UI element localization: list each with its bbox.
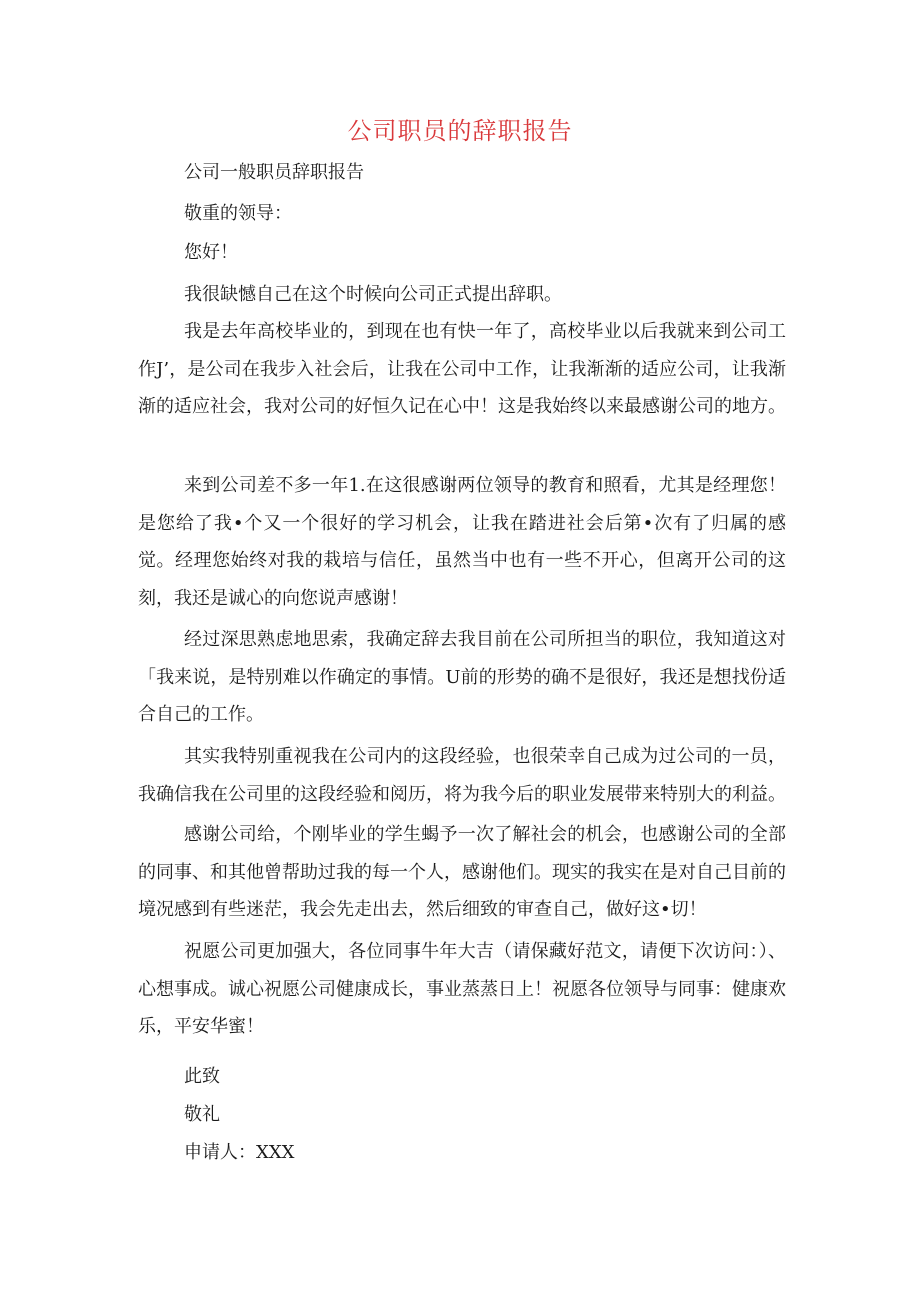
paragraph-2: 我是去年高校毕业的，到现在也有快一年了，高校毕业以后我就来到公司工作J’，是公司在我步入社会后，让我在公司中工作，让我渐渐的适应公司，让我渐渐的适应社会，我对公司的好恒久记在心中！这是我始终以来最感谢公司的地方。 [138, 321, 786, 418]
paragraph-6: 感谢公司给，个刚毕业的学生蝎予一次了解社会的机会，也感谢公司的全部的同事、和其他曾帮助过我的每一个人，感谢他们。现实的我实在是对自己目前的境况感到有些迷茫，我会先走出去，然后细致的审查自己，做好这•切！ [138, 824, 786, 921]
closing-line-2: 敬礼 [184, 1104, 220, 1125]
paragraph-5: 其实我特别重视我在公司内的这段经验，也很荣幸自己成为过公司的一员，我确信我在公司里的这段经验和阅历，将为我今后的职业发展带来特别大的利益。 [138, 746, 786, 805]
greeting: 您好！ [184, 242, 238, 263]
document-subtitle: 公司一般职员辞职报告 [184, 162, 364, 183]
document-title: 公司职员的辞职报告 [347, 117, 573, 145]
paragraph-1: 我很缺憾自己在这个时候向公司正式提出辞职。 [184, 284, 562, 305]
signature: 申请人：XXX [184, 1142, 295, 1163]
closing-line-1: 此致 [184, 1066, 220, 1087]
salutation: 敬重的领导： [184, 203, 292, 224]
paragraph-7: 祝愿公司更加强大，各位同事牛年大吉（请保藏好范文，请便下次访问：）、心想事成。诚心祝愿公司健康成长，事业蒸蒸日上！祝愿各位领导与同事：健康欢乐，平安华蜜！ [138, 941, 786, 1038]
paragraph-3: 来到公司差不多一年1.在这很感谢两位领导的教育和照看，尤其是经理您！是您给了我•个又一个很好的学习机会，让我在踏进社会后第•次有了归属的感觉。经理您始终对我的栽培与信任，虽然当中也有一些不开心，但离开公司的这刻，我还是诚心的向您说声感谢！ [138, 475, 786, 609]
paragraph-4: 经过深思熟虑地思索，我确定辞去我目前在公司所担当的职位，我知道这对「我来说，是特别难以作确定的事情。U前的形势的确不是很好，我还是想找份适合自己的工作。 [138, 629, 786, 726]
